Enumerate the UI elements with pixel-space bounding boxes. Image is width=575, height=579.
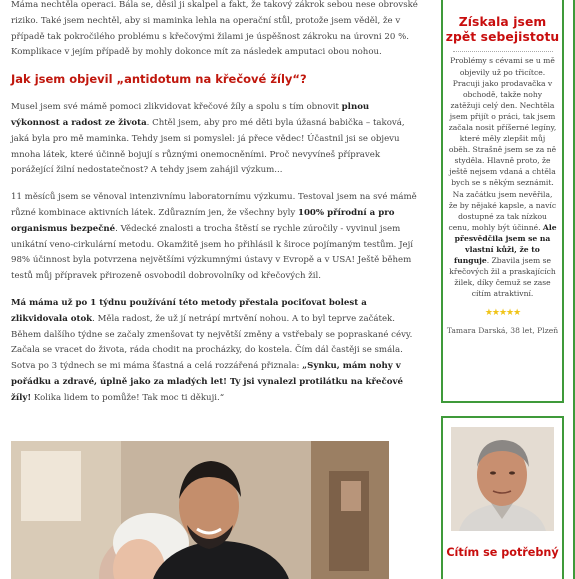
portrait-photo bbox=[451, 427, 554, 531]
testimonial-author: Tamara Darská, 38 let, Plzeň bbox=[446, 326, 559, 336]
star-rating-icon: ★★★★★ bbox=[484, 308, 521, 319]
paragraph-text: . Měla radost, že už jí netrápí mrtvění nohou. A to byl teprve začátek. Během dalšího týdne se začaly zmenšovat ty největší změny a vstřebaly se popraskané cévy. Začala se vracet do života, ráda chodit na procházky, do kostela. Čím dál častěji se smála. Sotva po 3 týdnech se mi máma šťastná a celá rozzářená přiznala: bbox=[11, 313, 413, 372]
article-paragraph bbox=[11, 190, 420, 285]
testimonial-bold-text: Ale přesvědčila jsem se na vlastní kůži, že to funguje bbox=[453, 222, 557, 266]
bold-text: Má máma už po 1 týdnu používání této metody přestala pociťovat bolest a zlikvidovala otok bbox=[11, 297, 367, 324]
testimonial-text bbox=[443, 55, 562, 299]
testimonial-text-part: Problémy s cévami se u mě objevily už po třicítce. Pracuji jako prodavačka v obchodě, takže nohy zatěžuji celý den. Nechtěla jsem přijít o práci, tak jsem začala nosit příšerné legíny, které měly zlepšit můj oběh. Strašně jsem se za ně styděla. Hlavně proto, že ještě nejsem vdaná a chtěla bych se s někým seznámit. Na začátku jsem nevěřila, že by nějaké kapsle, a navíc dostupné za tak nízkou cenu, mohly být účinné. bbox=[448, 56, 557, 232]
paragraph-text: Kolika lidem to pomůže! Tak moc ti děkuji.“ bbox=[31, 392, 225, 403]
bold-text: plnou výkonnost a radost ze života bbox=[11, 102, 370, 128]
paragraph-text: Máma nechtěla operaci. Bála se, děsil ji skalpel a fakt, že takový zákrok sebou nese obrovské riziko. Také jsem nechtěl, aby si maminka lehla na operační stůl, protože jsem věděl, že v případě tak pokročilého problému s křečovými žilami je úspěšnost zákroku na úrovni 20 %. Komplikace v jejím případě by mohly dokonce mít za následek amputaci obou nohou. bbox=[11, 0, 418, 58]
article-paragraph bbox=[11, 100, 420, 179]
paragraph-text: Musel jsem své mámě pomoci zlikvidovat křečové žíly a spolu s tím obnovit bbox=[11, 102, 342, 113]
bold-text: 100% přírodní a pro organismus bezpečné bbox=[11, 207, 395, 234]
paragraph-text: . Vědecké znalosti a trocha štěstí se rychle zúročily - vyvinul jsem unikátní veno-cirkulární metodu. Okamžitě jsem ho přihlásil k široce pojímaným testům. Její 98% účinnost byla potvrzena největšími výzkumnými ústavy v Evropě a v USA! Ještě během testů můj přípravek přirozeně osvobodil dobrovolníky od křečových žil. bbox=[11, 223, 414, 282]
paragraph-text: . Chtěl jsem, aby pro mé děti byla úžasná babička – taková, jaká byla pro mě maminka. Tehdy jsem si pomyslel: já přece vědec! Účastnil jsi se objevu mnoha látek, které účinně bojují s různými onemocněními. Proč nevyvíneš přípravek porážející žilní nedostatečnost? A tehdy jsem zahájil výzkum... bbox=[11, 117, 405, 176]
testimonial-title: Získala jsem zpět sebejistotu bbox=[445, 15, 560, 45]
paragraph-text: 11 měsíců jsem se věnoval intenzivnímu laboratornímu výzkumu. Testoval jsem na své mámě různé kombinace aktivních látek. Zdůrazním jen, že všechny byly bbox=[11, 192, 417, 218]
testimonial-box bbox=[441, 0, 564, 403]
section-heading: Jak jsem objevil „antidotum na křečové žíly“? bbox=[11, 72, 307, 87]
article-paragraph bbox=[11, 296, 420, 407]
divider bbox=[453, 51, 553, 52]
testimonial-box-2 bbox=[441, 416, 564, 579]
bold-quote: „Synku, mám nohy v pořádku a zdravé, úplně jako za mladých let! Ty jsi vynalezl protilátku na křečové žíly! bbox=[11, 361, 403, 403]
testimonial-text-part: . Zbavila jsem se křečových žil a praskajících žilek, díky čemuž se zase cítím atraktivní. bbox=[449, 256, 556, 299]
article-paragraph bbox=[11, 0, 420, 61]
mother-son-photo bbox=[11, 441, 389, 579]
testimonial-2-title: Cítím se potřebný bbox=[446, 546, 559, 559]
